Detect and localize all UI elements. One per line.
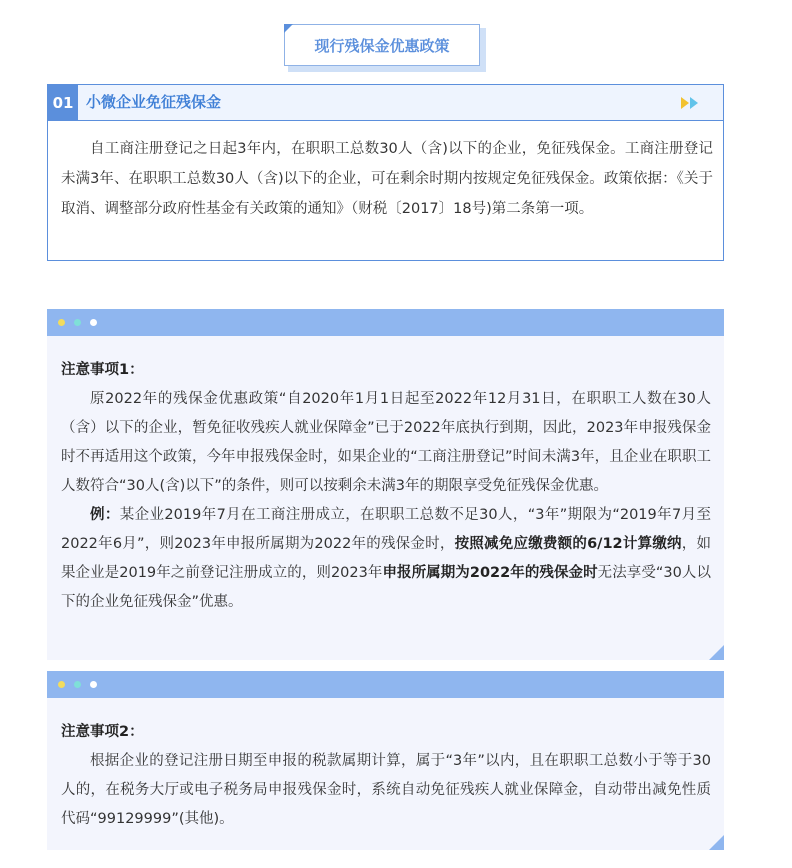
page-title-text: 现行残保金优惠政策 [314,36,450,55]
section-body: 自工商注册登记之日起3年内，在职职工总数30人（含)以下的企业，免征残保金。工商注册登记未满3年、在职职工总数30人（含)以下的企业，可在剩余时期内按规定免征残保金。政策依据：《关于取消、调整部分政府性基金有关政策的通知》（财税〔2017〕18号)第二条第一项。 [61,141,713,217]
example-text-a: 某企业2019年7月在工商注册成立，在职职工总数不足30人，“3年”期限为“2019年7月至2022年6月”，则2023年申报所属期为2022年的残保金时， [61,507,711,552]
note-content [61,356,711,617]
arrow-yellow-icon [681,97,689,109]
note-content [61,718,711,834]
note-bar [47,309,724,336]
example-bold-b: 按照减免应缴费额的6/12计算缴纳 [454,536,682,552]
note-panel-1 [47,309,724,660]
example-text-e: 无法享受“30人以下的企业免征残保金”优惠。 [61,565,711,610]
section-small-enterprise [47,84,724,261]
note-paragraph: 原2022年的残保金优惠政策“自2020年1月1日起至2022年12月31日，在职职工人数在30人（含）以下的企业，暂免征收残疾人就业保障金”已于2022年底执行到期，因此，2023年申报残保金时不再适用这个政策，今年申报残保金时，如果企业的“工商注册登记”时间未满3年，且企业在职职工人数符合“30人(含)以下”的条件，则可以按剩余未满3年的期限享受免征残保金优惠。 [61,391,711,494]
example-paragraph [61,501,711,617]
example-bold-d: 申报所属期为2022年的残保金时 [382,565,598,581]
note-heading: 注意事项2： [61,724,144,740]
title-corner-accent [284,24,293,33]
dot-teal-icon [74,319,81,326]
section-number: 01 [48,85,78,120]
note-panel-2 [47,671,724,850]
dot-yellow-icon [58,681,65,688]
note-bar [47,671,724,698]
example-text-c: ，如果企业是2019年之前登记注册成立的，则2023年 [61,536,712,581]
dot-white-icon [90,681,97,688]
note-heading: 注意事项1： [61,362,144,378]
dot-teal-icon [74,681,81,688]
dot-yellow-icon [58,319,65,326]
double-arrow-icon [681,97,703,109]
page-title-box [284,24,486,72]
dot-white-icon [90,319,97,326]
example-label: 例： [90,507,120,523]
corner-triangle-icon [709,835,724,850]
section-title: 小微企业免征残保金 [86,93,222,111]
page-title [284,24,480,66]
arrow-blue-icon [690,97,698,109]
section-header [48,85,723,121]
corner-triangle-icon [709,645,724,660]
note-paragraph: 根据企业的登记注册日期至申报的税款属期计算，属于“3年”以内，且在职职工总数小于等于30人的，在税务大厅或电子税务局申报残保金时，系统自动免征残疾人就业保障金，自动带出减免性质代码“99129999”(其他)。 [61,753,711,827]
